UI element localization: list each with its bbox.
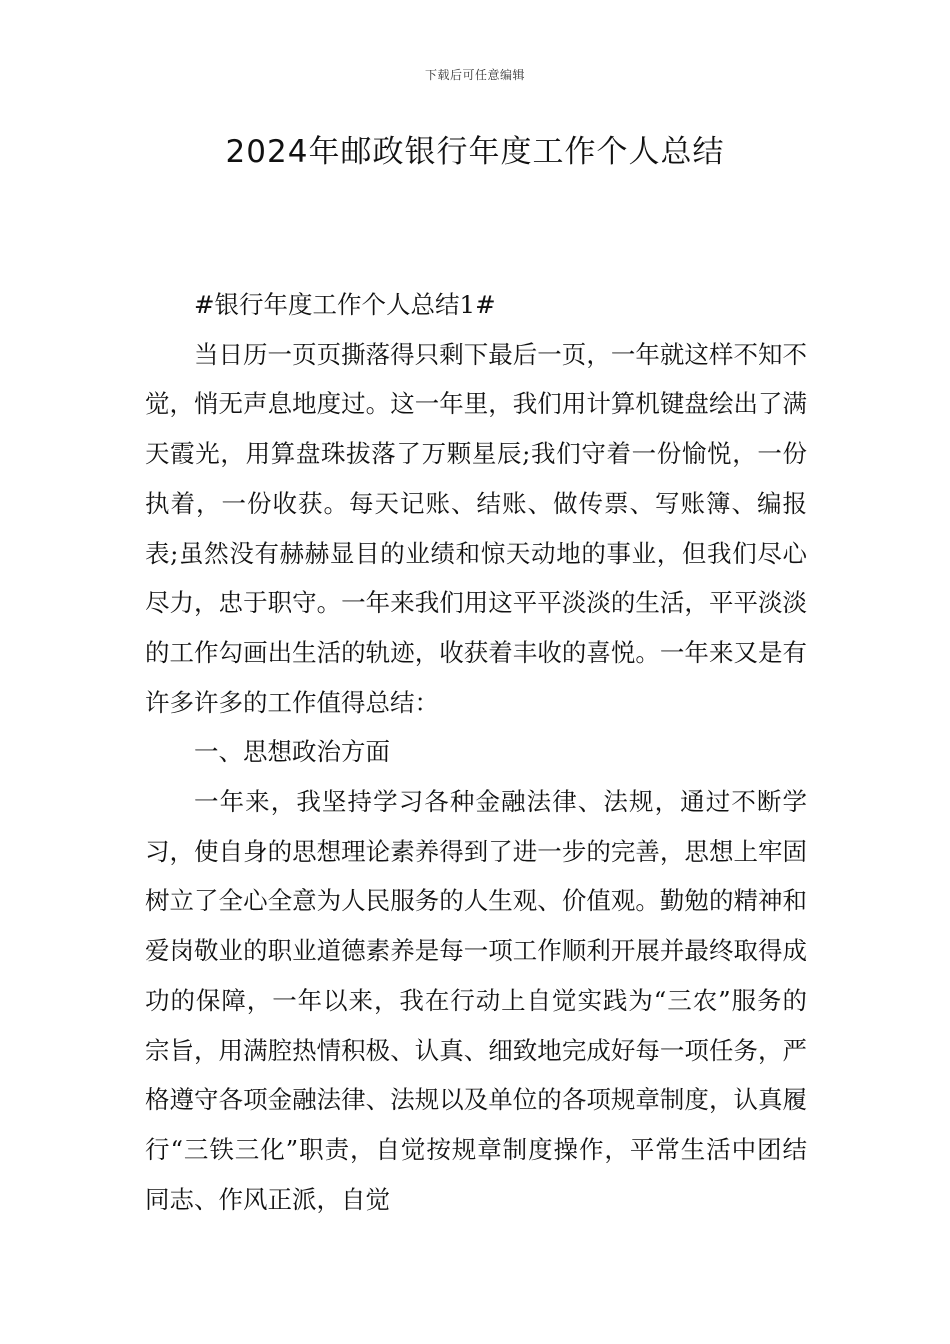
header-note: 下载后可任意编辑 [424, 68, 525, 82]
paragraph-political: 一年来，我坚持学习各种金融法律、法规，通过不断学习，使自身的思想理论素养得到了进一步的完善，思想上牢固树立了全心全意为人民服务的人生观、价值观。勤勉的精神和爱岗敬业的职业道德素养是每一项工作顺利开展并最终取得成功的保障，一年以来，我在行动上自觉实践为“三农”服务的宗旨，用满腔热情积极、认真、细致地完成好每一项任务，严格遵守各项金融法律、法规以及单位的各项规章制度，认真履行“三铁三化”职责，自觉按规章制度操作，平常生活中团结同志、作风正派，自觉 [145, 787, 807, 1214]
section-marker: #银行年度工作个人总结1# [194, 290, 496, 319]
document-body [145, 280, 807, 1224]
paragraph-intro: 当日历一页页撕落得只剩下最后一页，一年就这样不知不觉，悄无声息地度过。这一年里，我们用计算机键盘绘出了满天霞光，用算盘珠拔落了万颗星辰;我们守着一份愉悦，一份执着，一份收获。每天记账、结账、做传票、写账簿、编报表;虽然没有赫赫显目的业绩和惊天动地的事业，但我们尽心尽力，忠于职守。一年来我们用这平平淡淡的生活，平平淡淡的工作勾画出生活的轨迹，收获着丰收的喜悦。一年来又是有许多许多的工作值得总结： [145, 339, 807, 717]
document-title: 2024年邮政银行年度工作个人总结 [225, 134, 725, 170]
section-heading-political: 一、思想政治方面 [194, 737, 390, 767]
